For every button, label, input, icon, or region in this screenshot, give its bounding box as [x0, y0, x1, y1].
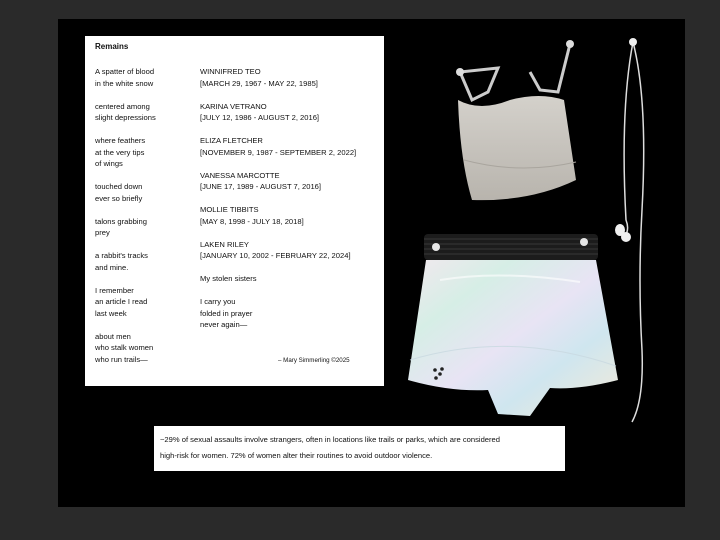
victim-dates: [MARCH 29, 1967 - MAY 22, 1985]: [200, 78, 318, 88]
poem-line: A spatter of blood: [95, 67, 155, 76]
poem-line: centered among: [95, 101, 150, 111]
poem-line: prey: [95, 228, 110, 237]
statistic-line: high-risk for women. 72% of women alter their routines to avoid outdoor violence.: [160, 451, 433, 460]
stanza: [95, 181, 200, 204]
poem-line: I carry you: [200, 297, 236, 306]
poem-line: My stolen sisters: [200, 274, 257, 283]
victim-entry: [200, 239, 380, 262]
poem-line: talons grabbing: [95, 216, 147, 226]
victim-dates: [JULY 12, 1986 - AUGUST 2, 2016]: [200, 113, 320, 122]
victim-list: [200, 66, 380, 331]
victim-name: MOLLIE TIBBITS: [200, 205, 259, 214]
sports-bra-icon: [456, 40, 576, 200]
victim-name: KARINA VETRANO: [200, 101, 267, 111]
poem-line: of wings: [95, 159, 123, 168]
stanza: [95, 285, 200, 320]
poem-title: Remains: [95, 42, 129, 51]
poem-line: folded in prayer: [200, 308, 253, 318]
stanza: [95, 331, 200, 366]
poem-line: an article I read: [95, 297, 148, 306]
poem-line: ever so briefly: [95, 193, 143, 203]
poem-line: a rabbit's tracks: [95, 251, 148, 260]
poem-line: slight depressions: [95, 113, 156, 122]
victim-entry: [200, 170, 380, 193]
poem-card: [85, 36, 384, 386]
victim-name: LAKEN RILEY: [200, 239, 249, 249]
victim-entry: [200, 135, 380, 158]
poem-line: in the white snow: [95, 78, 154, 88]
poem-line: touched down: [95, 182, 143, 191]
stanza: [95, 66, 200, 89]
victim-name: ELIZA FLETCHER: [200, 136, 263, 145]
victim-dates: [MAY 8, 1998 - JULY 18, 2018]: [200, 216, 304, 226]
victim-dates: [JANUARY 10, 2002 - FEBRUARY 22, 2024]: [200, 251, 351, 260]
stanza: [95, 135, 200, 170]
victim-entry: [200, 204, 380, 227]
poem-closing: [200, 273, 380, 331]
garments-photo: [380, 30, 680, 430]
poem-line: where feathers: [95, 136, 146, 145]
victim-entry: [200, 66, 380, 89]
poem-line: about men: [95, 331, 131, 341]
victim-name: VANESSA MARCOTTE: [200, 170, 280, 180]
poem-line: who run trails—: [95, 354, 148, 364]
victim-dates: [NOVEMBER 9, 1987 - SEPTEMBER 2, 2022]: [200, 147, 357, 157]
running-shorts-icon: [408, 234, 618, 416]
earbuds-icon: [615, 38, 644, 422]
statistic-line: ~29% of sexual assaults involve strangers, often in locations like trails or parks, which are considered: [160, 435, 500, 444]
poem-line: I remember: [95, 285, 134, 295]
poem-line: at the very tips: [95, 147, 145, 157]
poem-credit: – Mary Simmerling ©2025: [278, 357, 350, 364]
stanza: [95, 216, 200, 239]
victim-entry: [200, 101, 380, 124]
poem-line: [200, 285, 380, 297]
poem-line: and mine.: [95, 262, 129, 272]
poem-line: who stalk women: [95, 343, 154, 352]
victim-dates: [JUNE 17, 1989 - AUGUST 7, 2016]: [200, 182, 321, 191]
poem-stanzas: [95, 66, 200, 377]
statistic-box: [154, 426, 565, 471]
stanza: [95, 101, 200, 124]
stanza: [95, 250, 200, 273]
poem-line: never again—: [200, 320, 248, 329]
victim-name: WINNIFRED TEO: [200, 67, 261, 76]
poem-line: last week: [95, 308, 127, 318]
